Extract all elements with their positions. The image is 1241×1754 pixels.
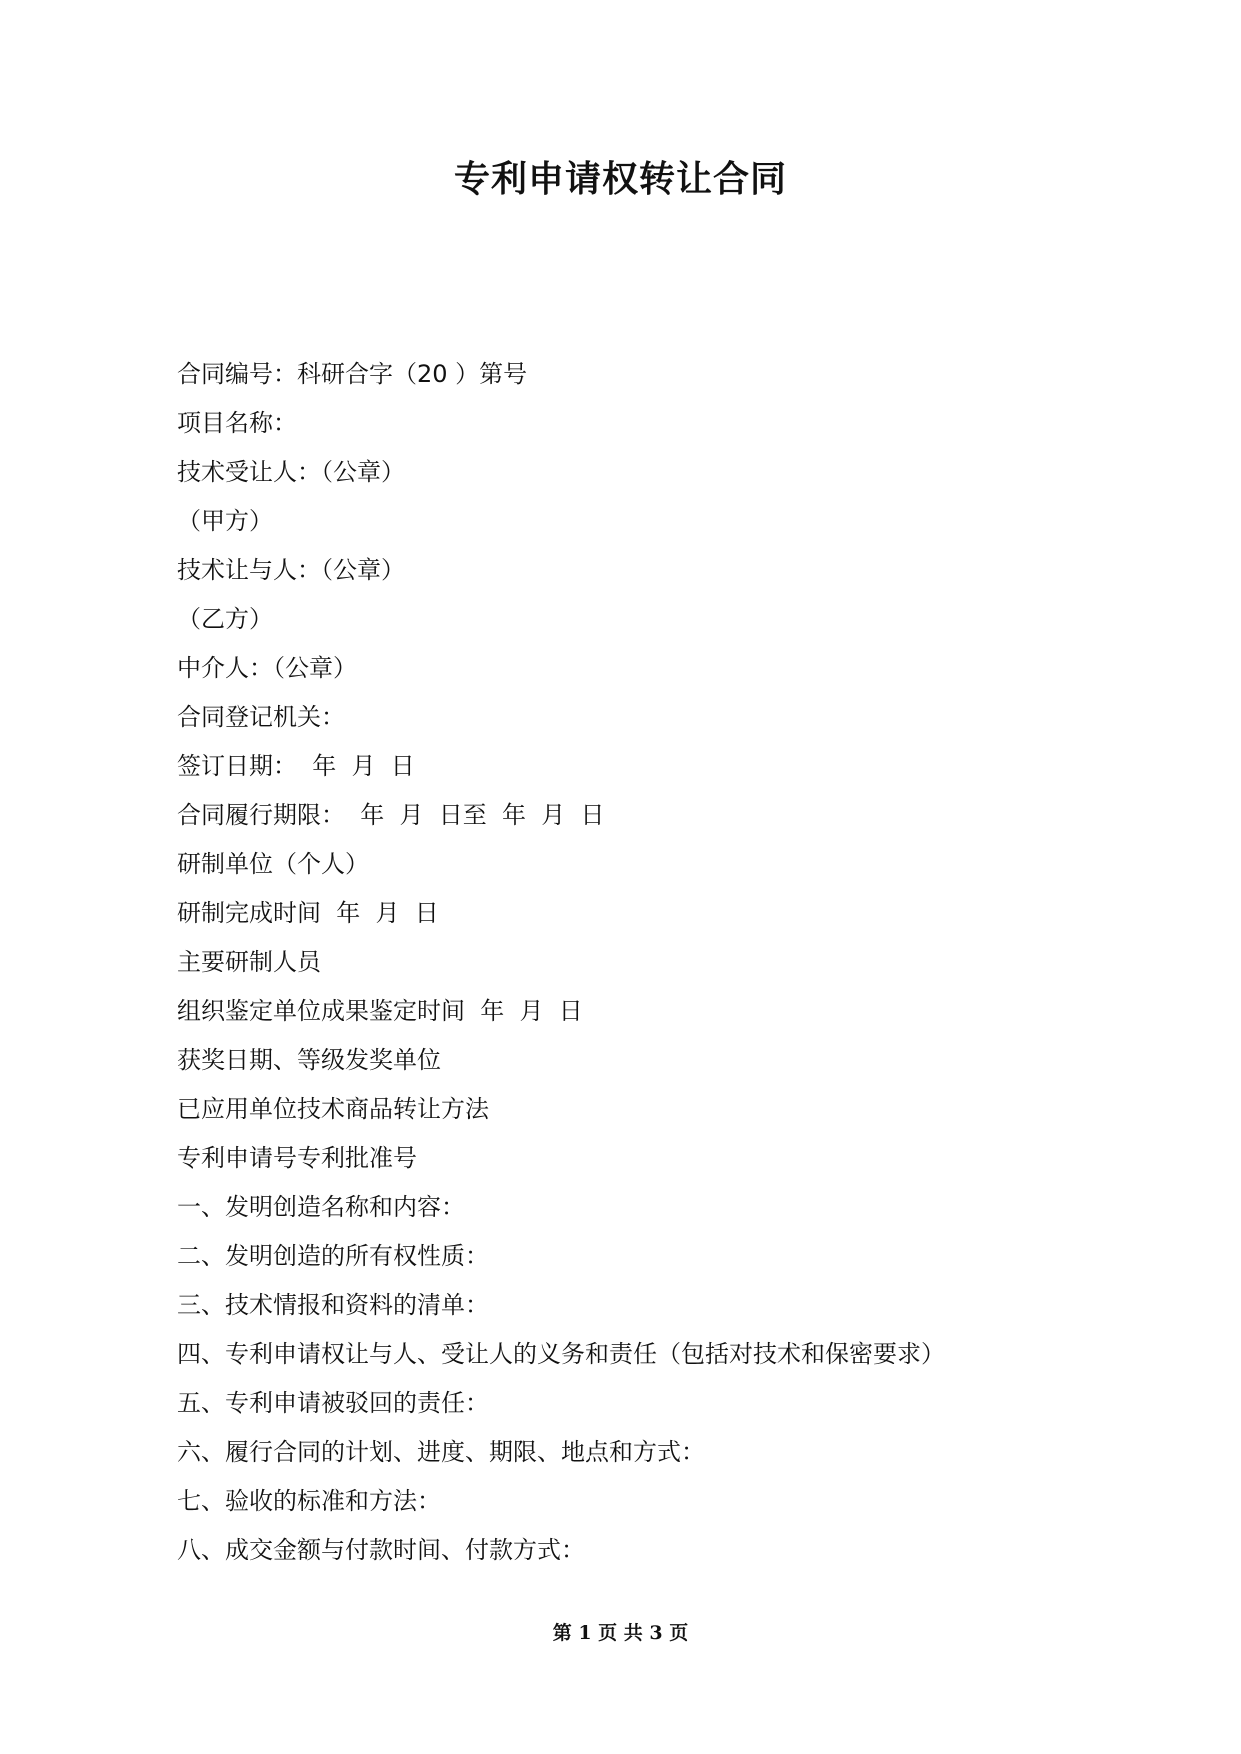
field-signing-date: 签订日期： 年 月 日 <box>177 752 415 780</box>
field-award: 获奖日期、等级发奖单位 <box>177 1046 441 1074</box>
document-title: 专利申请权转让合同 <box>453 159 787 200</box>
field-applied-units: 已应用单位技术商品转让方法 <box>177 1095 489 1123</box>
field-party-a: （甲方） <box>177 507 273 535</box>
clause-8: 八、成交金额与付款时间、付款方式： <box>177 1536 585 1564</box>
field-project-name: 项目名称： <box>177 409 297 437</box>
clause-7: 七、验收的标准和方法： <box>177 1487 441 1515</box>
field-assignor: 技术让与人：（公章） <box>177 556 405 584</box>
clause-6: 六、履行合同的计划、进度、期限、地点和方式： <box>177 1438 705 1466</box>
field-completion-time: 研制完成时间 年 月 日 <box>177 899 439 927</box>
clause-1: 一、发明创造名称和内容： <box>177 1193 465 1221</box>
page-number: 第 1 页 共 3 页 <box>552 1622 689 1644</box>
field-patent-numbers: 专利申请号专利批准号 <box>177 1144 417 1172</box>
field-main-developers: 主要研制人员 <box>177 948 321 976</box>
contract-fields <box>177 350 1177 1575</box>
field-appraisal: 组织鉴定单位成果鉴定时间 年 月 日 <box>177 997 583 1025</box>
field-party-b: （乙方） <box>177 605 273 633</box>
field-intermediary: 中介人：（公章） <box>177 654 357 682</box>
field-registration-authority: 合同登记机关： <box>177 703 345 731</box>
clause-4: 四、专利申请权让与人、受让人的义务和责任（包括对技术和保密要求） <box>177 1340 945 1368</box>
field-development-unit: 研制单位（个人） <box>177 850 369 878</box>
clause-5: 五、专利申请被驳回的责任： <box>177 1389 489 1417</box>
clause-3: 三、技术情报和资料的清单： <box>177 1291 489 1319</box>
field-assignee: 技术受让人：（公章） <box>177 458 405 486</box>
field-contract-number: 合同编号：科研合字（20 ）第号 <box>177 360 528 388</box>
field-performance-period: 合同履行期限： 年 月 日至 年 月 日 <box>177 801 605 829</box>
clause-2: 二、发明创造的所有权性质： <box>177 1242 489 1270</box>
